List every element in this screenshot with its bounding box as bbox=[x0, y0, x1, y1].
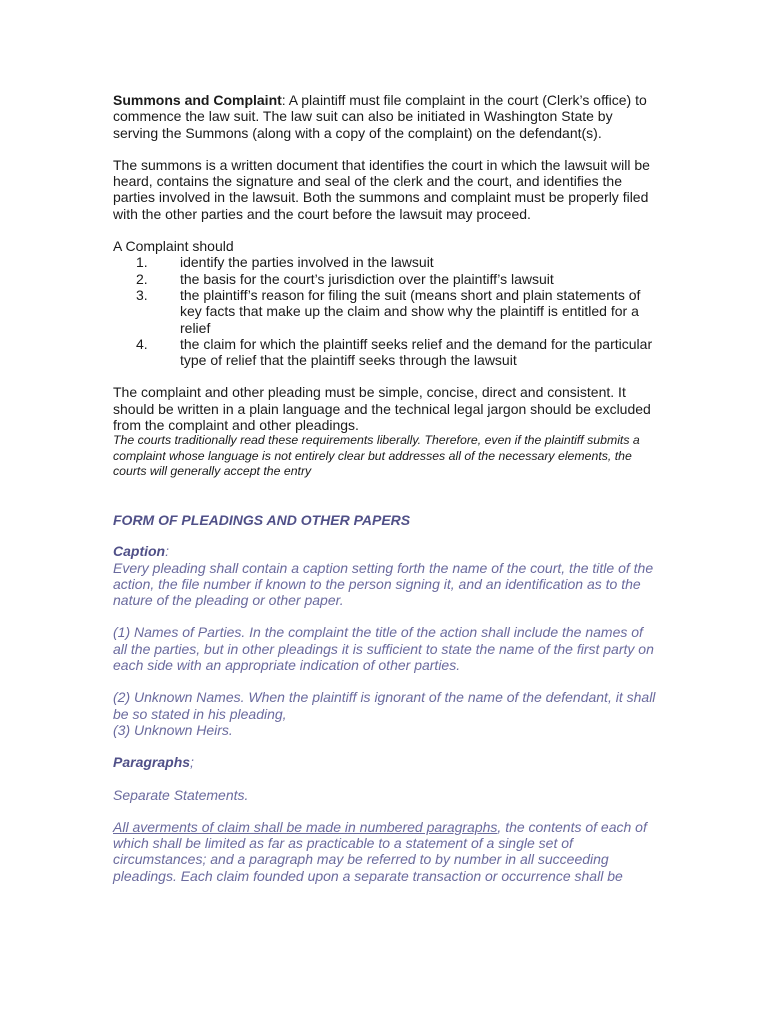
list-item bbox=[113, 254, 658, 270]
complaint-list bbox=[113, 254, 658, 368]
paragraphs-suffix: ; bbox=[190, 754, 194, 771]
list-item-text: the claim for which the plaintiff seeks relief and the demand for the particular type of relief that the plaintiff seeks through the lawsuit bbox=[180, 335, 653, 369]
form-heading: FORM OF PLEADINGS AND OTHER PAPERS bbox=[113, 511, 411, 528]
caption-suffix: : bbox=[165, 543, 169, 560]
pleading-paragraph: The complaint and other pleading must be simple, concise, direct and consistent. It should be written in a plain language and the technical legal jargon should be excluded from the complaint and other pleadings. bbox=[113, 384, 651, 434]
intro-paragraph bbox=[113, 92, 658, 141]
averments-paragraph bbox=[113, 819, 658, 884]
list-item bbox=[113, 287, 658, 336]
list-item-text: the basis for the court’s jurisdiction over the plaintiff’s lawsuit bbox=[180, 270, 554, 287]
list-item-text: identify the parties involved in the lawsuit bbox=[180, 254, 434, 271]
list-item-text: the plaintiff’s reason for filing the suit (means short and plain statements of key facts that make up the claim and show why the plaintiff is entitled for a relief bbox=[180, 286, 641, 336]
list-item-number: 3. bbox=[136, 286, 148, 303]
paragraphs-heading: Paragraphs bbox=[113, 754, 191, 771]
averments-underlined: All averments of claim shall be made in numbered paragraphs bbox=[113, 818, 498, 835]
unknown-heirs: (3) Unknown Heirs. bbox=[113, 721, 233, 738]
list-item bbox=[113, 271, 658, 287]
list-item bbox=[113, 336, 658, 369]
courts-note: The courts traditionally read these requirements liberally. Therefore, even if the plaintiff submits a complaint whose language is not entirely clear but addresses all of the necessary elements, the courts will generally accept the entry bbox=[113, 433, 640, 478]
intro-text: : A plaintiff must file complaint in the court (Clerk’s office) to commence the law suit. The law suit can also be initiated in Washington State by serving the Summons (along with a copy of the complaint) on the defendant(s). bbox=[113, 92, 647, 141]
averments-rest: , the contents of each of which shall be limited as far as practicable to a statement of a single set of circumstances; and a paragraph may be referred to by number in all succeeding pleadings. Each claim founded upon a separate transaction or occurrence shall be bbox=[113, 818, 647, 884]
list-item-number: 4. bbox=[136, 335, 148, 352]
list-item-number: 2. bbox=[136, 270, 148, 287]
intro-heading: Summons and Complaint bbox=[113, 92, 282, 108]
document-page bbox=[113, 92, 658, 884]
summons-paragraph: The summons is a written document that identifies the court in which the lawsuit will be heard, contains the signature and seal of the clerk and the court, and identifies the parties involved in the lawsuit. Both the summons and complaint must be properly filed with the other parties and the court before the lawsuit may proceed. bbox=[113, 156, 650, 222]
caption-heading: Caption bbox=[113, 543, 166, 560]
unknown-names: (2) Unknown Names. When the plaintiff is ignorant of the name of the defendant, it shall be so stated in his pleading, bbox=[113, 689, 656, 722]
separate-statements: Separate Statements. bbox=[113, 786, 249, 803]
caption-heading-line bbox=[113, 543, 658, 559]
list-item-number: 1. bbox=[136, 254, 148, 271]
caption-text: Every pleading shall contain a caption setting forth the name of the court, the title of the action, the file number if known to the person signing it, and an identification as to the nature of the pleading or other paper. bbox=[113, 559, 654, 609]
complaint-intro: A Complaint should bbox=[113, 238, 234, 255]
paragraphs-heading-line bbox=[113, 754, 658, 770]
names-of-parties: (1) Names of Parties. In the complaint the title of the action shall include the names of all the parties, but in other pleadings it is sufficient to state the name of the first party on each side with an appropriate indication of other parties. bbox=[113, 624, 654, 674]
